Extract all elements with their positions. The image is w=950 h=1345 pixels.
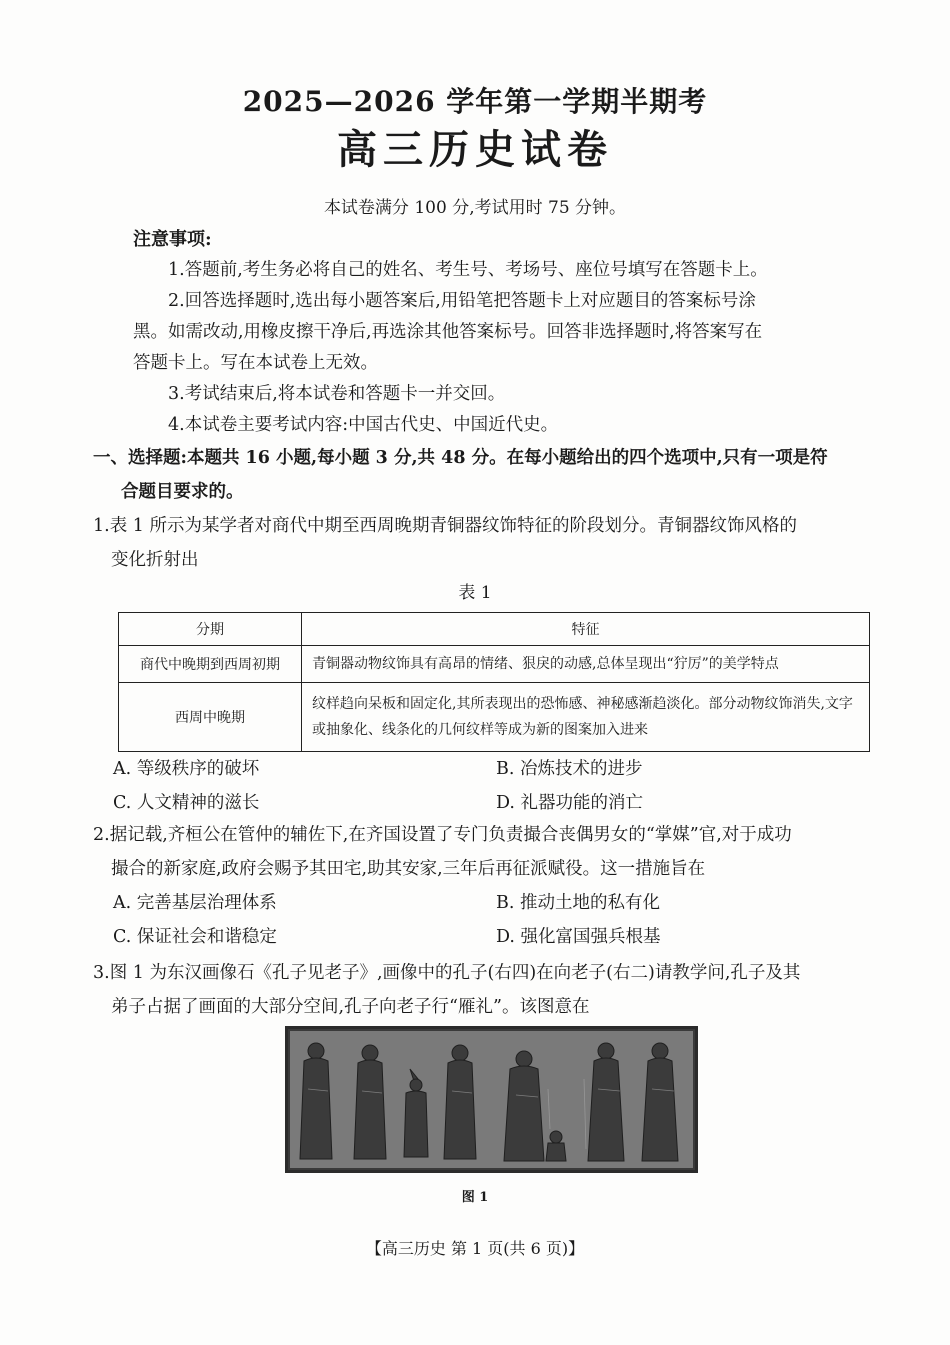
table-header-feature: 特征	[302, 613, 870, 646]
table-row	[119, 683, 870, 752]
table-row	[119, 646, 870, 683]
option-d: D. 礼器功能的消亡	[496, 793, 644, 813]
question-1-stem	[93, 509, 883, 577]
question-3-stem	[93, 956, 883, 1024]
option-d: D. 强化富国强兵根基	[496, 927, 661, 947]
section-line: 一、选择题:本题共 16 小题,每小题 3 分,共 48 分。在每小题给出的四个选项中,只有一项是符	[93, 448, 828, 468]
notice-item: 黑。如需改动,用橡皮擦干净后,再选涂其他答案标号。回答非选择题时,将答案写在	[133, 322, 763, 342]
option-c: C. 人文精神的滋长	[113, 793, 260, 813]
table-caption: 表 1	[458, 583, 492, 603]
question-line: 撮合的新家庭,政府会赐予其田宅,助其安家,三年后再征派赋役。这一措施旨在	[111, 859, 706, 879]
option-a: A. 等级秩序的破坏	[113, 759, 260, 779]
exam-subject-title: 高三历史试卷	[337, 126, 613, 173]
section-heading	[93, 441, 883, 509]
option-c: C. 保证社会和谐稳定	[113, 927, 277, 947]
notice-item: 2.回答选择题时,选出每小题答案后,用铅笔把答题卡上对应题目的答案标号涂	[168, 291, 756, 311]
figure-caption: 图 1	[461, 1190, 489, 1205]
table-cell-period: 商代中晚期到西周初期	[119, 646, 302, 683]
relief-figures-illustration	[288, 1029, 695, 1170]
table-cell-period: 西周中晚期	[119, 683, 302, 752]
notice-item: 答题卡上。写在本试卷上无效。	[133, 353, 378, 373]
notice-item: 3.考试结束后,将本试卷和答题卡一并交回。	[168, 384, 506, 404]
table-cell-feature: 青铜器动物纹饰具有高昂的情绪、狠戾的动感,总体呈现出“狞厉”的美学特点	[302, 646, 870, 683]
page-footer: 【高三历史 第 1 页(共 6 页)】	[365, 1239, 585, 1258]
question-line: 2.据记载,齐桓公在管仲的辅佐下,在齐国设置了专门负责撮合丧偶男女的“掌媒”官,对于成功	[93, 825, 792, 845]
option-b: B. 推动土地的私有化	[496, 893, 660, 913]
question-line: 1.表 1 所示为某学者对商代中期至西周晚期青铜器纹饰特征的阶段划分。青铜器纹饰风格的	[93, 516, 797, 536]
question-line: 3.图 1 为东汉画像石《孔子见老子》,画像中的孔子(右四)在向老子(右二)请教学问,孔子及其	[93, 963, 801, 983]
question-line: 弟子占据了画面的大部分空间,孔子向老子行“雁礼”。该图意在	[111, 997, 590, 1017]
table-header-period: 分期	[119, 613, 302, 646]
table-cell-feature: 纹样趋向呆板和固定化,其所表现出的恐怖感、神秘感渐趋淡化。部分动物纹饰消失,文字或抽象化、线条化的几何纹样等成为新的图案加入进来	[302, 683, 870, 752]
bronze-pattern-table	[118, 612, 870, 752]
option-a: A. 完善基层治理体系	[113, 893, 277, 913]
notice-block	[133, 224, 873, 441]
notice-item: 4.本试卷主要考试内容:中国古代史、中国近代史。	[168, 415, 559, 435]
notice-item: 1.答题前,考生务必将自己的姓名、考生号、考场号、座位号填写在答题卡上。	[168, 260, 768, 280]
question-line: 变化折射出	[111, 550, 199, 570]
stone-relief-image	[285, 1026, 698, 1173]
table-header-row	[119, 613, 870, 646]
exam-info: 本试卷满分 100 分,考试用时 75 分钟。	[323, 198, 627, 218]
option-b: B. 冶炼技术的进步	[496, 759, 643, 779]
question-2-stem	[93, 818, 883, 886]
notice-heading: 注意事项:	[133, 229, 212, 250]
exam-term-title: 2025—2026 学年第一学期半期考	[242, 85, 708, 118]
section-line: 合题目要求的。	[121, 482, 244, 502]
